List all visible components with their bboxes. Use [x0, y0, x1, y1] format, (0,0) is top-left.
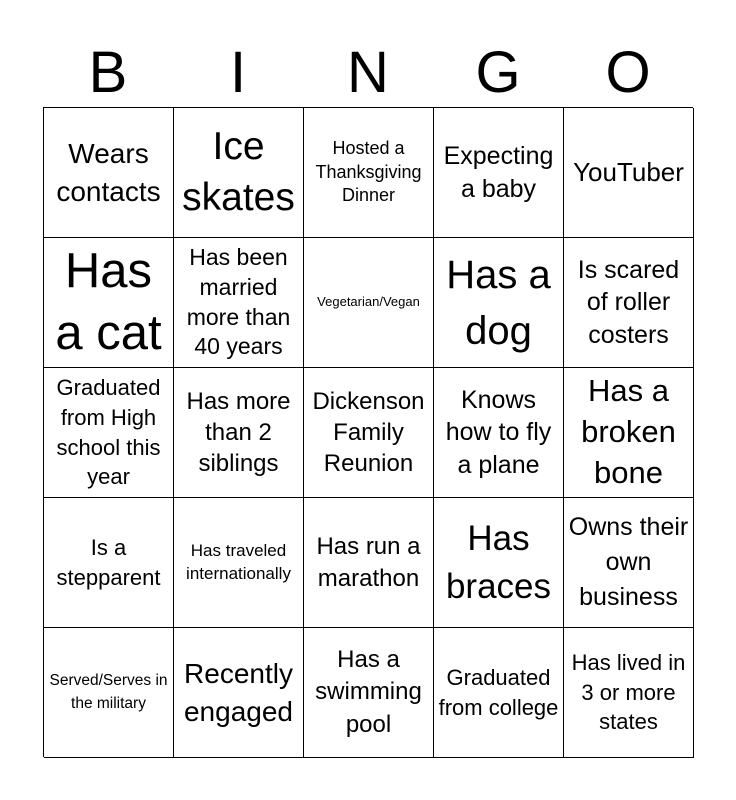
bingo-cell[interactable] — [44, 238, 174, 368]
cell-text: Has a dog — [446, 252, 551, 353]
bingo-cell[interactable] — [304, 368, 434, 498]
cell-text: Has braces — [445, 519, 552, 606]
cell-text: Graduated from college — [438, 664, 559, 720]
bingo-cell[interactable] — [304, 108, 434, 238]
bingo-cell[interactable] — [434, 108, 564, 238]
cell-text: YouTuber — [573, 156, 684, 187]
bingo-cell[interactable] — [174, 238, 304, 368]
header-letter-g: G — [475, 40, 521, 105]
bingo-cell[interactable] — [304, 498, 434, 628]
cell-text: Expecting a baby — [443, 142, 554, 203]
cell-text: Owns their own business — [568, 513, 689, 611]
bingo-cell[interactable] — [44, 368, 174, 498]
bingo-header — [43, 38, 693, 108]
bingo-cell[interactable] — [434, 368, 564, 498]
header-letter-i: I — [229, 40, 247, 105]
cell-text: Has run a marathon — [316, 533, 421, 592]
cell-text: Wears contacts — [56, 137, 161, 207]
bingo-cell[interactable] — [44, 498, 174, 628]
cell-text: Has a broken bone — [581, 373, 676, 490]
bingo-cell[interactable] — [304, 238, 434, 368]
bingo-cell[interactable] — [174, 368, 304, 498]
bingo-cell[interactable] — [564, 498, 694, 628]
cell-text: Dickenson Family Reunion — [312, 387, 425, 478]
cell-text: Has traveled internationally — [186, 540, 291, 583]
bingo-cell[interactable] — [174, 628, 304, 758]
cell-text: Served/Serves in the military — [49, 672, 168, 712]
header-letter-n: N — [347, 40, 389, 105]
cell-text: Hosted a Thanksgiving Dinner — [315, 138, 422, 206]
cell-text: Recently engaged — [183, 657, 293, 727]
bingo-cell[interactable] — [174, 498, 304, 628]
bingo-cell[interactable] — [304, 628, 434, 758]
bingo-board — [43, 107, 693, 757]
bingo-cell[interactable] — [434, 498, 564, 628]
bingo-cell[interactable] — [564, 628, 694, 758]
header-letter-o: O — [605, 40, 651, 105]
bingo-cell[interactable] — [434, 628, 564, 758]
cell-text: Has more than 2 siblings — [186, 387, 291, 478]
cell-text: Is scared of roller costers — [577, 255, 680, 349]
cell-text: Graduated from High school this year — [56, 375, 161, 490]
bingo-cell[interactable] — [564, 368, 694, 498]
bingo-cell[interactable] — [564, 108, 694, 238]
header-letter-b: B — [88, 40, 128, 105]
cell-text: Has a swimming pool — [315, 645, 422, 738]
bingo-cell[interactable] — [434, 238, 564, 368]
bingo-cell[interactable] — [174, 108, 304, 238]
cell-text: Has lived in 3 or more states — [571, 649, 686, 735]
cell-text: Has a cat — [55, 244, 162, 360]
bingo-cell[interactable] — [44, 108, 174, 238]
cell-text: Knows how to fly a plane — [445, 385, 552, 479]
bingo-cell[interactable] — [564, 238, 694, 368]
cell-text: Has been married more than 40 years — [186, 243, 291, 360]
cell-text: Ice skates — [182, 124, 295, 219]
bingo-cell[interactable] — [44, 628, 174, 758]
cell-text: Vegetarian/Vegan — [317, 294, 420, 310]
cell-text: Is a stepparent — [56, 534, 161, 590]
